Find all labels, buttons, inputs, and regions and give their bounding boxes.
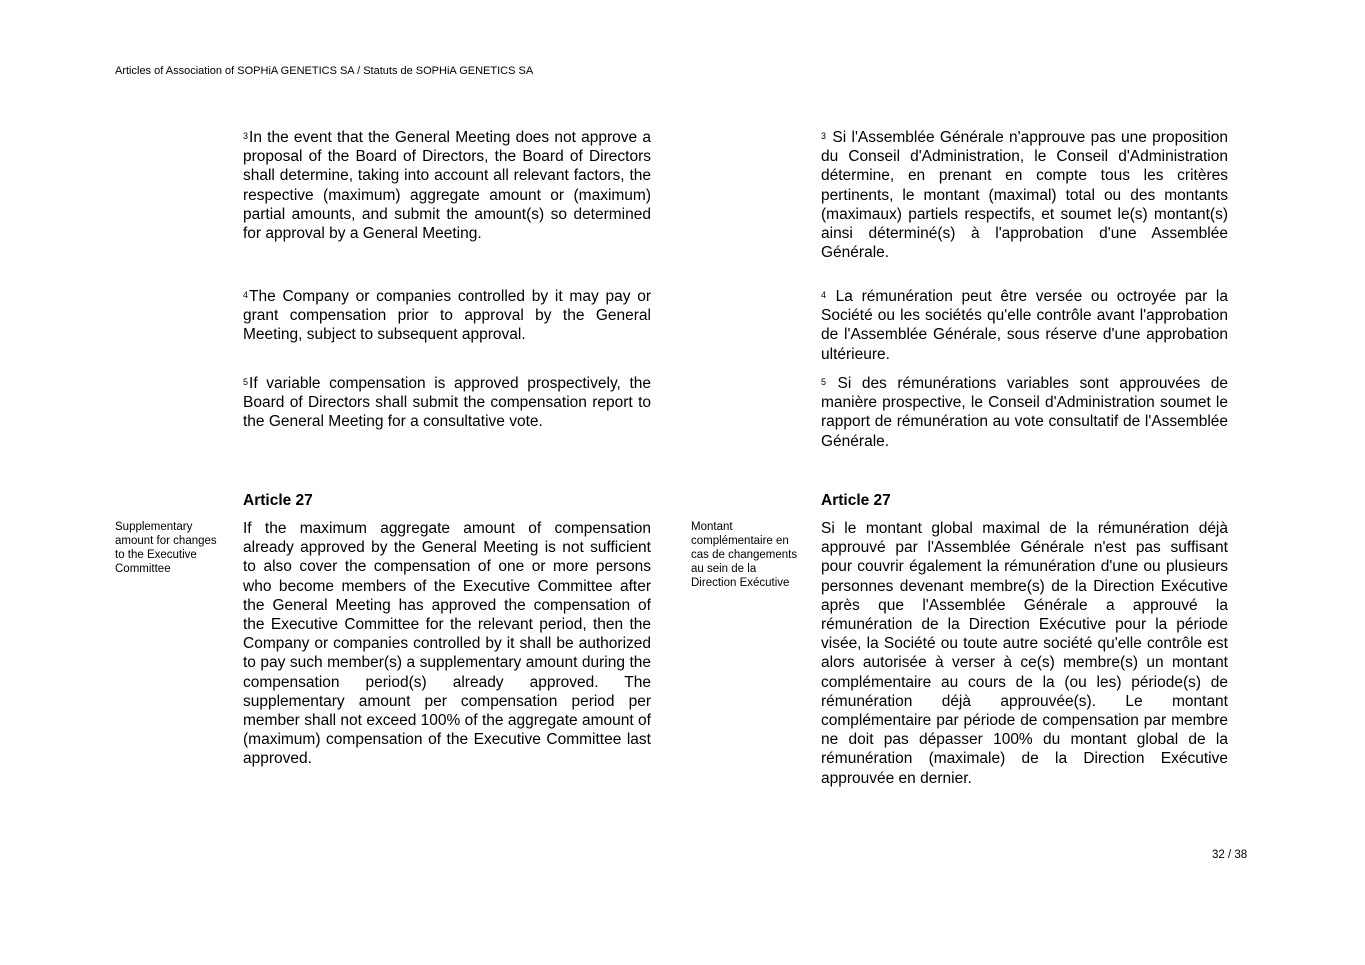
en-article-text: If the maximum aggregate amount of compensation already approved by the General Meeting is not sufficient to also cover the compensation of one or more persons who become members of the Executive Committee after the General Meeting has approved the compensation of the Executive Committee for the relevant period, then the Company or companies controlled by it shall be authorized to pay such member(s) a supplementary amount during the compensation period(s) already approved. The supplementary amount per compensation period per member shall not exceed 100% of the aggregate amount of (maximum) compensation of the Executive Committee last approved. — [243, 520, 651, 768]
en-margin-note-line: Committee — [115, 563, 171, 575]
en-margin-note-line: to the Executive — [115, 549, 197, 561]
en-paragraph-4-number: 4 — [243, 290, 249, 300]
fr-article-heading: Article 27 — [821, 492, 891, 509]
fr-margin-note-line: Direction Exécutive — [691, 577, 790, 589]
en-paragraph-4 — [243, 287, 651, 345]
fr-margin-note-line: au sein de la — [691, 563, 757, 575]
en-article-heading: Article 27 — [243, 492, 313, 509]
document-header: Articles of Association of SOPHiA GENETICS SA / Statuts de SOPHiA GENETICS SA — [115, 65, 534, 77]
en-paragraph-5-text: If variable compensation is approved prospectively, the Board of Directors shall submit the compensation report to the General Meeting for a consultative vote. — [243, 375, 651, 431]
fr-paragraph-3-text: Si l'Assemblée Générale n'approuve pas une proposition du Conseil d'Administration, le Conseil d'Administration détermine, en prenant en compte tous les critères pertinents, le montant (maximal) total ou des montants (maximaux) partiels respectifs, et soumet le(s) montant(s) ainsi déterminé(s) à l'approbation d'une Assemblée Générale. — [821, 129, 1228, 262]
fr-article-text: Si le montant global maximal de la rémunération déjà approuvé par l'Assemblée Générale n'est pas suffisant pour couvrir également la rémunération d'une ou plusieurs personnes devenant membre(s) de la Direction Exécutive après que l'Assemblée Générale a approuvé la rémunération de la Direction Exécutive pour la période visée, la Société ou toute autre société qu'elle contrôle est alors autorisée à verser à ce(s) membre(s) un montant complémentaire au cours de la (ou les) période(s) de rémunération déjà approuvée(s). Le montant complémentaire par période de compensation par membre ne doit pas dépasser 100% du montant global de la rémunération (maximale) de la Direction Exécutive approuvée en dernier. — [821, 520, 1228, 787]
fr-paragraph-4 — [821, 287, 1228, 364]
en-paragraph-3 — [243, 128, 651, 243]
fr-paragraph-3 — [821, 128, 1228, 262]
page-number: 32 / 38 — [1212, 849, 1248, 861]
en-paragraph-4-text: The Company or companies controlled by it may pay or grant compensation prior to approval by the General Meeting, subject to subsequent approval. — [243, 288, 651, 344]
fr-paragraph-5-text: Si des rémunérations variables sont approuvées de manière prospective, le Conseil d'Administration soumet le rapport de rémunération au vote consultatif de l'Assemblée Générale. — [821, 375, 1228, 450]
fr-margin-note-line: complémentaire en — [691, 535, 789, 547]
en-paragraph-3-number: 3 — [243, 131, 249, 141]
en-margin-note-line: Supplementary — [115, 521, 193, 533]
fr-paragraph-5-number: 5 — [821, 377, 827, 387]
fr-paragraph-4-text: La rémunération peut être versée ou octroyée par la Société ou les sociétés qu'elle contrôle avant l'approbation de l'Assemblée Générale, sous réserve d'une approbation ultérieure. — [821, 288, 1228, 363]
en-paragraph-5 — [243, 374, 651, 432]
en-margin-note-line: amount for changes — [115, 535, 217, 547]
fr-paragraph-5 — [821, 374, 1228, 451]
en-paragraph-3-text: In the event that the General Meeting does not approve a proposal of the Board of Directors, the Board of Directors shall determine, taking into account all relevant factors, the respective (maximum) aggregate amount or (maximum) partial amounts, and submit the amount(s) so determined for approval by a General Meeting. — [243, 129, 651, 243]
fr-margin-note-line: cas de changements — [691, 549, 798, 561]
en-margin-note — [115, 520, 217, 576]
fr-margin-note — [691, 520, 797, 590]
fr-paragraph-4-number: 4 — [821, 290, 827, 300]
fr-paragraph-3-number: 3 — [821, 131, 827, 141]
fr-margin-note-line: Montant — [691, 521, 733, 533]
en-paragraph-5-number: 5 — [243, 377, 249, 387]
